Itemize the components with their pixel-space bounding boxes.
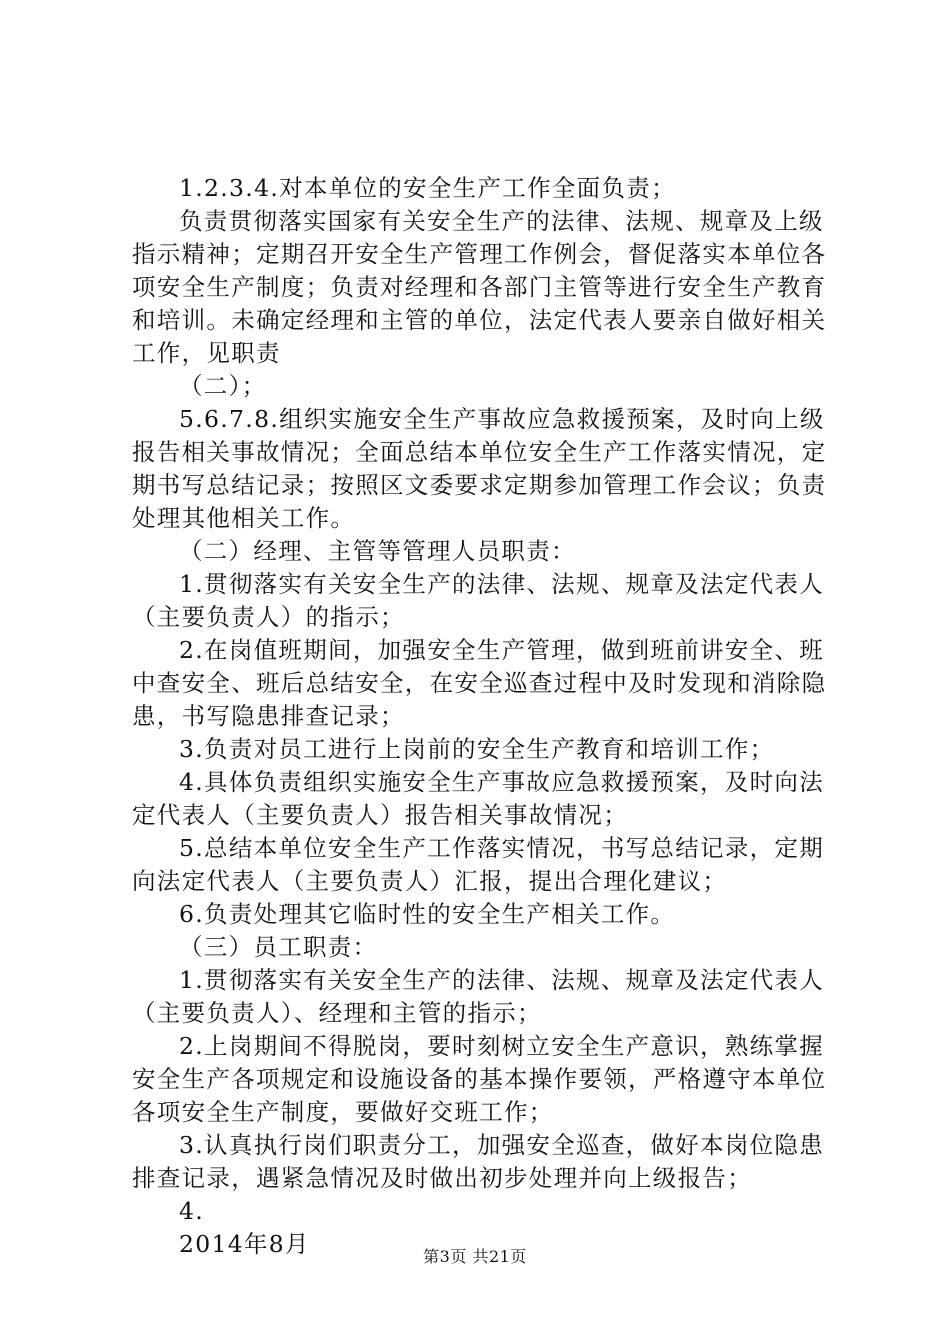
list-item-manager-3: 3.负责对员工进行上岗前的安全生产教育和培训工作； <box>179 735 775 763</box>
heading-manager-duties: （二）经理、主管等管理人员职责： <box>179 537 576 565</box>
list-item-manager-6: 6.负责处理其它临时性的安全生产相关工作。 <box>179 900 676 928</box>
list-item-staff-4: 4. <box>179 1197 205 1225</box>
page-number-footer: 第3页 共21页 <box>423 1247 527 1266</box>
paragraph-emergency-duties: 5.6.7.8.组织实施安全生产事故应急救援预案，及时向上级报告相关事故情况；全面总结本单位安全生产工作落实情况，定期书写总结记录；按照区文委要求定期参加管理工作会议；负责处理其他相关工作。 <box>132 405 827 532</box>
document-body <box>132 172 832 1261</box>
heading-staff-duties: （三）员工职责： <box>179 933 378 961</box>
paragraph-section-ref: （二）； <box>179 372 267 400</box>
paragraph-duty-summary: 1.2.3.4.对本单位的安全生产工作全面负责； <box>179 174 676 202</box>
paragraph-legal-rep-duties: 负责贯彻落实国家有关安全生产的法律、法规、规章及上级指示精神；定期召开安全生产管理工作例会，督促落实本单位各项安全生产制度；负责对经理和各部门主管等进行安全生产教育和培训。未确定经理和主管的单位，法定代表人要亲自做好相关工作，见职责 <box>132 207 827 367</box>
list-item-staff-3: 3.认真执行岗们职责分工，加强安全巡查，做好本岗位隐患排查记录，遇紧急情况及时做出初步处理并向上级报告； <box>132 1131 825 1192</box>
list-item-manager-1: 1.贯彻落实有关安全生产的法律、法规、规章及法定代表人（主要负责人）的指示； <box>132 570 825 631</box>
document-date: 2014年8月 <box>179 1230 310 1258</box>
list-item-staff-1: 1.贯彻落实有关安全生产的法律、法规、规章及法定代表人（主要负责人）、经理和主管的指示； <box>132 966 825 1027</box>
list-item-manager-2: 2.在岗值班期间，加强安全生产管理，做到班前讲安全、班中查安全、班后总结安全，在安全巡查过程中及时发现和消除隐患，书写隐患排查记录； <box>132 636 827 730</box>
list-item-manager-5: 5.总结本单位安全生产工作落实情况，书写总结记录，定期向法定代表人（主要负责人）汇报，提出合理化建议； <box>132 834 825 895</box>
list-item-manager-4: 4.具体负责组织实施安全生产事故应急救援预案，及时向法定代表人（主要负责人）报告相关事故情况； <box>132 768 825 829</box>
list-item-staff-2: 2.上岗期间不得脱岗，要时刻树立安全生产意识，熟练掌握安全生产各项规定和设施设备的基本操作要领，严格遵守本单位各项安全生产制度，要做好交班工作； <box>132 1032 827 1126</box>
